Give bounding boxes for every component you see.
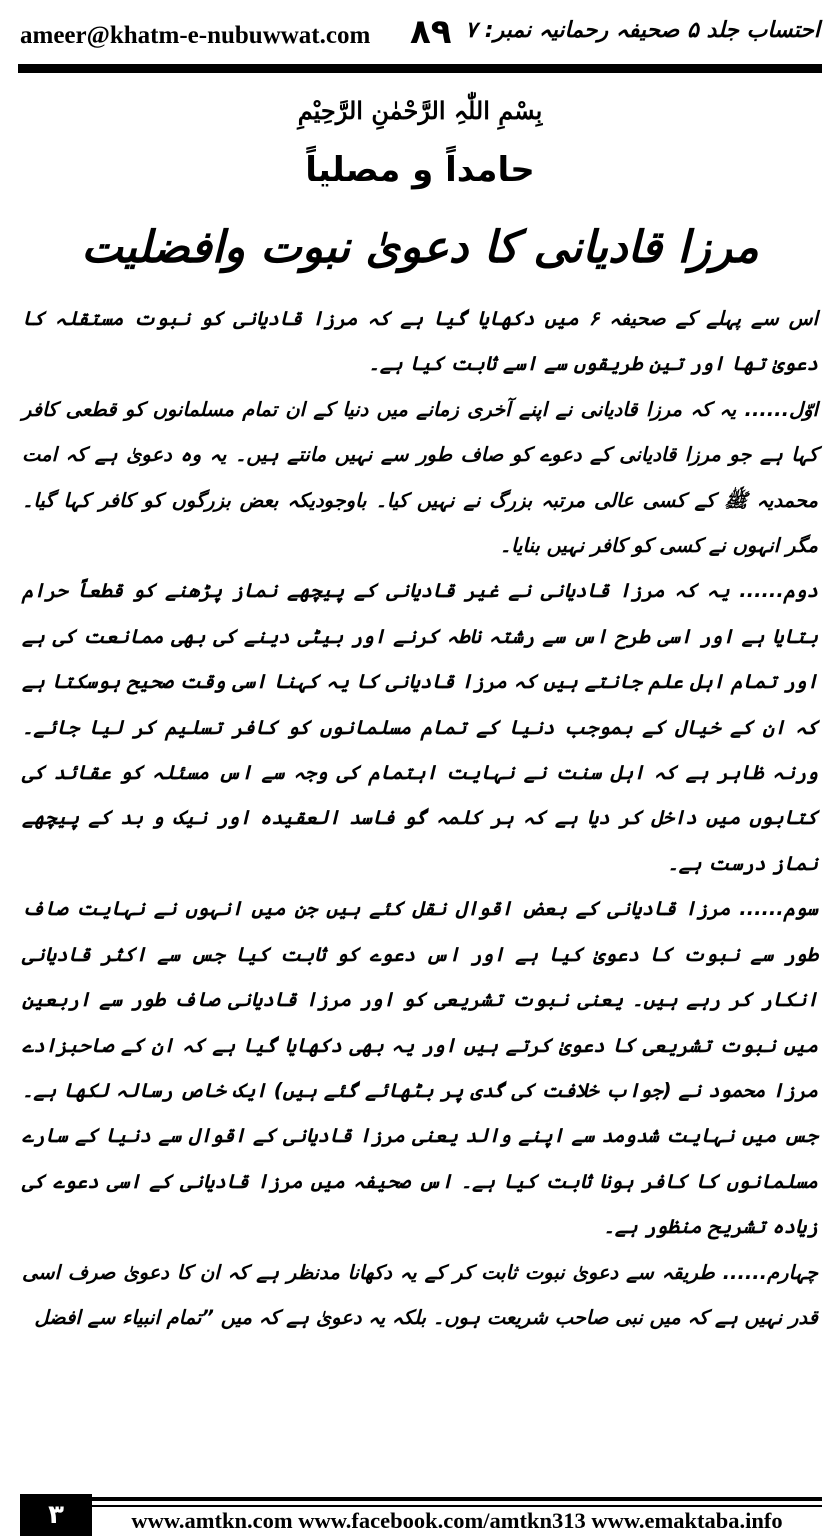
page-title: مرزا قادیانی کا دعویٰ نبوت وافضلیت: [81, 222, 759, 273]
header-page-number: ۸۹: [410, 12, 452, 52]
paragraph-fourth: چہارم...... طریقہ سے دعویٰ نبوت ثابت کر کے یہ دکھانا مدنظر ہے کہ ان کا دعویٰ صرف اسی قدر نہیں ہے کہ میں نبی صاحب شریعت ہوں۔ بلکہ یہ دعویٰ ہے کہ میں ”تمام انبیاء سے افضل: [22, 1260, 818, 1329]
paragraph-intro: اس سے پہلے کے صحیفہ ۶ میں دکھایا گیا ہے کہ مرزا قادیانی کو نبوت مستقلہ کا دعویٰ تھا اور تین طریقوں سے اسے ثابت کیا ہے۔: [22, 307, 818, 376]
header-email: ameer@khatm-e-nubuwwat.com: [20, 22, 371, 49]
footer-rule-thin: [92, 1505, 822, 1507]
page-header: [18, 14, 822, 58]
header-book-title: احتساب جلد ۵ صحیفہ رحمانیہ نمبر: ۷: [465, 18, 820, 43]
paragraph-third: سوم...... مرزا قادیانی کے بعض اقوال نقل کئے ہیں جن میں انہوں نے نہایت صاف طور سے نبوت کا دعویٰ کیا ہے اور اس دعوے کو ثابت کیا جس سے اکثر قادیانی انکار کر رہے ہیں۔ یعنی نبوت تشریعی کو اور مرزا قادیانی صاف طور سے اربعین میں نبوت تشریعی کا دعویٰ کرتے ہیں اور یہ بھی دکھایا گیا ہے کہ ان کے صاحبزادے مرزا محمود نے (جواب خلافت کی گدی پر بٹھائے گئے ہیں) ایک خاص رسالہ لکھا ہے۔ جس میں نہایت شدومد سے اپنے والد یعنی مرزا قادیانی کے اقوال سے دنیا کے سارے مسلمانوں کا کافر ہونا ثابت کیا ہے۔ اس صحیفہ میں مرزا قادیانی کے اسی دعوے کی زیادہ تشریح منظور ہے۔: [22, 897, 818, 1239]
paragraph-first: اوّل...... یہ کہ مرزا قادیانی نے اپنے آخری زمانے میں دنیا کے ان تمام مسلمانوں کو قطعی کافر کہا ہے جو مرزا قادیانی کے دعوے کو صاف طور سے نہیں مانتے ہیں۔ یہ وہ دعویٰ ہے کہ امت محمدیہ ﷺ کے کسی عالی مرتبہ بزرگ نے نہیں کیا۔ باوجودیکہ بعض بزرگوں کو کافر کہا گیا۔ مگر انہوں نے کسی کو کافر نہیں بنایا۔: [22, 397, 818, 558]
footer-rule: [92, 1497, 822, 1501]
header-rule: [18, 64, 822, 73]
bismillah-heading: بِسْمِ اللّٰہِ الرَّحْمٰنِ الرَّحِیْمِ: [297, 96, 543, 125]
paragraph-second: دوم...... یہ کہ مرزا قادیانی نے غیر قادیانی کے پیچھے نماز پڑھنے کو قطعاً حرام بتایا ہے اور اسی طرح اس سے رشتہ ناطہ کرنے اور بیٹی دینے کی بھی ممانعت کی ہے اور تمام اہل علم جانتے ہیں کہ مرزا قادیانی کا یہ کہنا اسی وقت صحیح ہوسکتا ہے کہ ان کے خیال کے بموجب دنیا کے تمام مسلمانوں کو کافر تسلیم کر لیا جائے۔ ورنہ ظاہر ہے کہ اہل سنت نے نہایت اہتمام کی وجہ سے اس مسئلہ کو عقائد کی کتابوں میں داخل کر دیا ہے کہ ہر کلمہ گو فاسد العقیدہ اور نیک و بد کے پیچھے نماز درست ہے۔: [22, 579, 818, 875]
footer-links: www.amtkn.com www.facebook.com/amtkn313 www.emaktaba.info: [131, 1508, 783, 1533]
hamdan-heading: حامداً و مصلیاً: [305, 150, 535, 190]
body-text: [22, 296, 818, 1340]
footer-page-number: ۳: [20, 1494, 92, 1536]
